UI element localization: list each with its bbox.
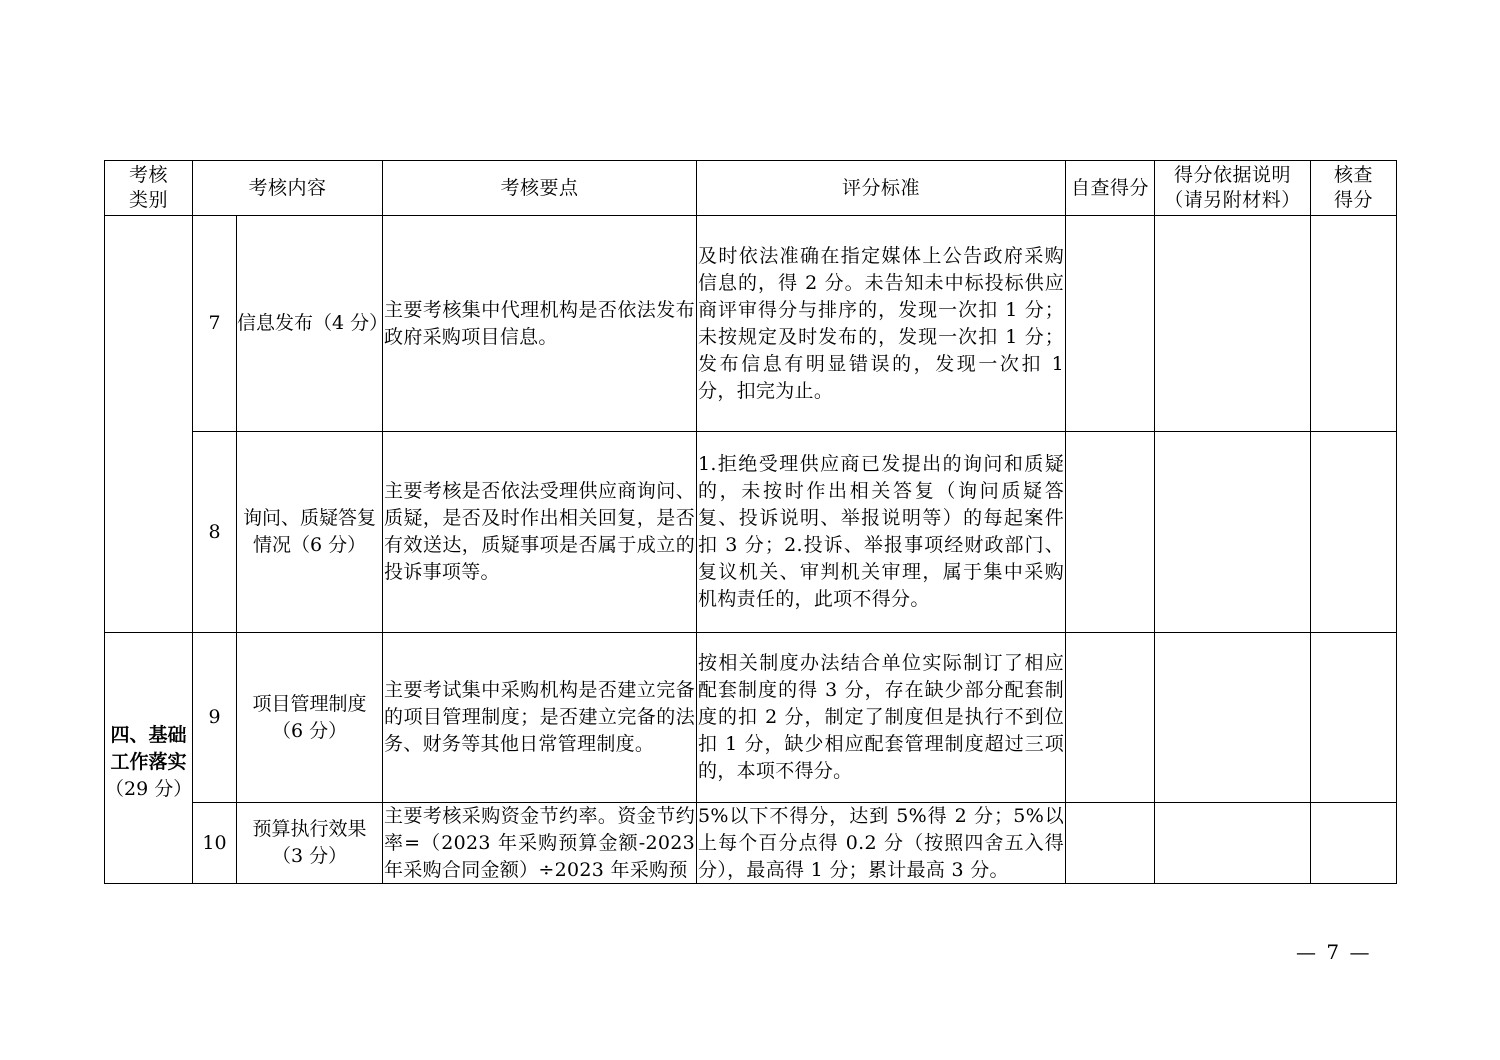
- table-row: [105, 216, 1397, 432]
- row-points: 主要考核集中代理机构是否依法发布政府采购项目信息。: [383, 216, 697, 432]
- table-row: [105, 803, 1397, 884]
- row-self-score[interactable]: [1066, 216, 1155, 432]
- row-basis[interactable]: [1155, 803, 1311, 884]
- header-content: 考核内容: [193, 161, 383, 216]
- row-criteria-text: 5%以下不得分，达到 5%得 2 分；5%以上每个百分点得 0.2 分（按照四舍五入得分），最高得 1 分；累计最高 3 分。: [698, 805, 1065, 881]
- header-criteria: 评分标准: [697, 161, 1066, 216]
- table-row: [105, 633, 1397, 803]
- row-item: 询问、质疑答复情况（6 分）: [237, 432, 383, 633]
- category-name: 四、基础工作落实: [110, 724, 187, 773]
- row-self-score[interactable]: [1066, 633, 1155, 803]
- header-basis: [1155, 161, 1311, 216]
- row-basis[interactable]: [1155, 633, 1311, 803]
- row-criteria: 1.拒绝受理供应商已发提出的询问和质疑的，未按时作出相关答复（询问质疑答复、投诉说明、举报说明等）的每起案件扣 3 分；2.投诉、举报事项经财政部门、复议机关、审判机关审理，属于集中采购机构责任的，此项不得分。: [697, 432, 1066, 633]
- row-number: 8: [193, 432, 237, 633]
- header-category-text: 考核类别: [128, 164, 168, 211]
- row-points-text: 主要考核采购资金节约率。资金节约率=（2023 年采购预算金额-2023 年采购合同金额）÷2023 年采购预: [384, 805, 696, 881]
- header-category: [105, 161, 193, 216]
- row-number: 9: [193, 633, 237, 803]
- row-self-score[interactable]: [1066, 803, 1155, 884]
- header-basis-line2: （请另附材料）: [1164, 189, 1301, 211]
- row-criteria: 按相关制度办法结合单位实际制订了相应配套制度的得 3 分，存在缺少部分配套制度的扣 2 分，制定了制度但是执行不到位扣 1 分，缺少相应配套管理制度超过三项的，本项不得分。: [697, 633, 1066, 803]
- header-check-score-text: 核查得分: [1334, 164, 1374, 211]
- assessment-table: [104, 160, 1397, 884]
- table-row: [105, 432, 1397, 633]
- row-item: 信息发布（4 分）: [237, 216, 383, 432]
- header-check-score: [1311, 161, 1397, 216]
- category-score: （29 分）: [105, 778, 193, 800]
- row-basis[interactable]: [1155, 432, 1311, 633]
- row-points: 主要考试集中采购机构是否建立完备的项目管理制度；是否建立完备的法务、财务等其他日常管理制度。: [383, 633, 697, 803]
- row-points: 主要考核是否依法受理供应商询问、质疑，是否及时作出相关回复，是否有效送达，质疑事项是否属于成立的投诉事项等。: [383, 432, 697, 633]
- row-number: 7: [193, 216, 237, 432]
- row-check-score[interactable]: [1311, 432, 1397, 633]
- row-number: 10: [193, 803, 237, 884]
- category-wrap: [105, 638, 192, 883]
- row-check-score[interactable]: [1311, 803, 1397, 884]
- row-item: 预算执行效果（3 分）: [237, 803, 383, 884]
- page-number: — 7 —: [1296, 940, 1372, 964]
- header-row: [105, 161, 1397, 216]
- row-basis[interactable]: [1155, 216, 1311, 432]
- row-criteria: 及时依法准确在指定媒体上公告政府采购信息的，得 2 分。未告知未中标投标供应商评审得分与排序的，发现一次扣 1 分；未按规定及时发布的，发现一次扣 1 分；发布信息有明显错误的，发现一次扣 1 分，扣完为止。: [697, 216, 1066, 432]
- row-criteria: [697, 803, 1066, 884]
- category-cell: [105, 633, 193, 884]
- header-points: 考核要点: [383, 161, 697, 216]
- header-basis-line1: 得分依据说明: [1174, 164, 1292, 186]
- row-item: 项目管理制度（6 分）: [237, 633, 383, 803]
- row-check-score[interactable]: [1311, 633, 1397, 803]
- header-self-score: 自查得分: [1066, 161, 1155, 216]
- row-check-score[interactable]: [1311, 216, 1397, 432]
- category-cell-continued: [105, 216, 193, 633]
- row-self-score[interactable]: [1066, 432, 1155, 633]
- row-points: [383, 803, 697, 884]
